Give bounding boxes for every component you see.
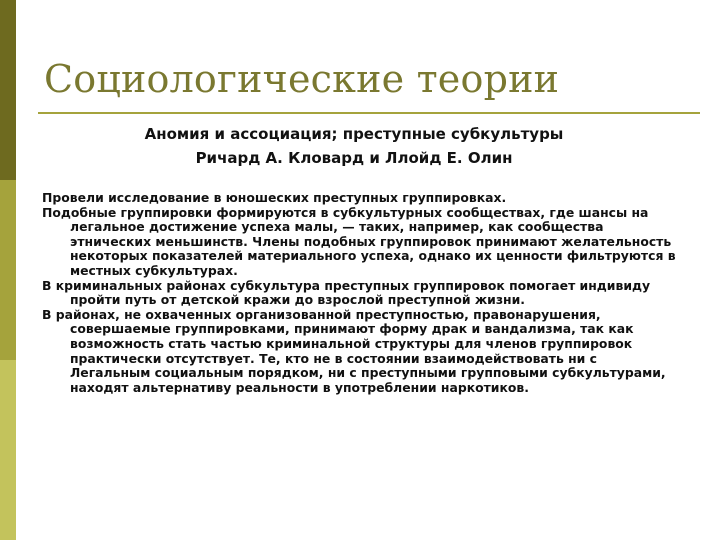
accent-bar-segment-light — [0, 360, 16, 540]
subtitle-line-2: Ричард А. Кловард и Ллойд Е. Олин — [195, 149, 513, 167]
body-paragraph-4: В районах, не охваченных организованной преступностью, правонарушения, совершаемые группировками, принимают форму драк и вандализма, так как возможность стать частью криминальной структуры для членов группировок практически отсутствует. Те, кто не в состоянии взаимодействовать ни с Легальным социальным порядком, ни с преступными групповыми субкультурами, находят альтернативу реальности в употреблении наркотиков. — [42, 306, 666, 395]
body-paragraph-1: Провели исследование в юношеских преступных группировках. — [42, 190, 507, 205]
body-paragraph-2: Подобные группировки формируются в субкультурных сообществах, где шансы на легальное достижение успеха малы, — таких, например, как сообщества этнических меньшинств. Члены подобных группировок принимают желательность некоторых показателей материального успеха, однако их ценности фильтруются в местных субкультурах. — [42, 204, 676, 278]
accent-bar-segment-dark — [0, 0, 16, 180]
subtitle-line-1: Аномия и ассоциация; преступные субкультуры — [144, 125, 564, 143]
slide-subtitle — [44, 122, 664, 170]
slide-title: Социологические теории — [44, 57, 560, 101]
accent-bar-segment-mid — [0, 180, 16, 360]
title-divider — [38, 112, 700, 114]
slide-body — [42, 191, 676, 395]
left-accent-bar — [0, 0, 16, 540]
body-paragraph-3: В криминальных районах субкультура преступных группировок помогает индивиду пройти путь от детской кражи до взрослой преступной жизни. — [42, 277, 651, 308]
